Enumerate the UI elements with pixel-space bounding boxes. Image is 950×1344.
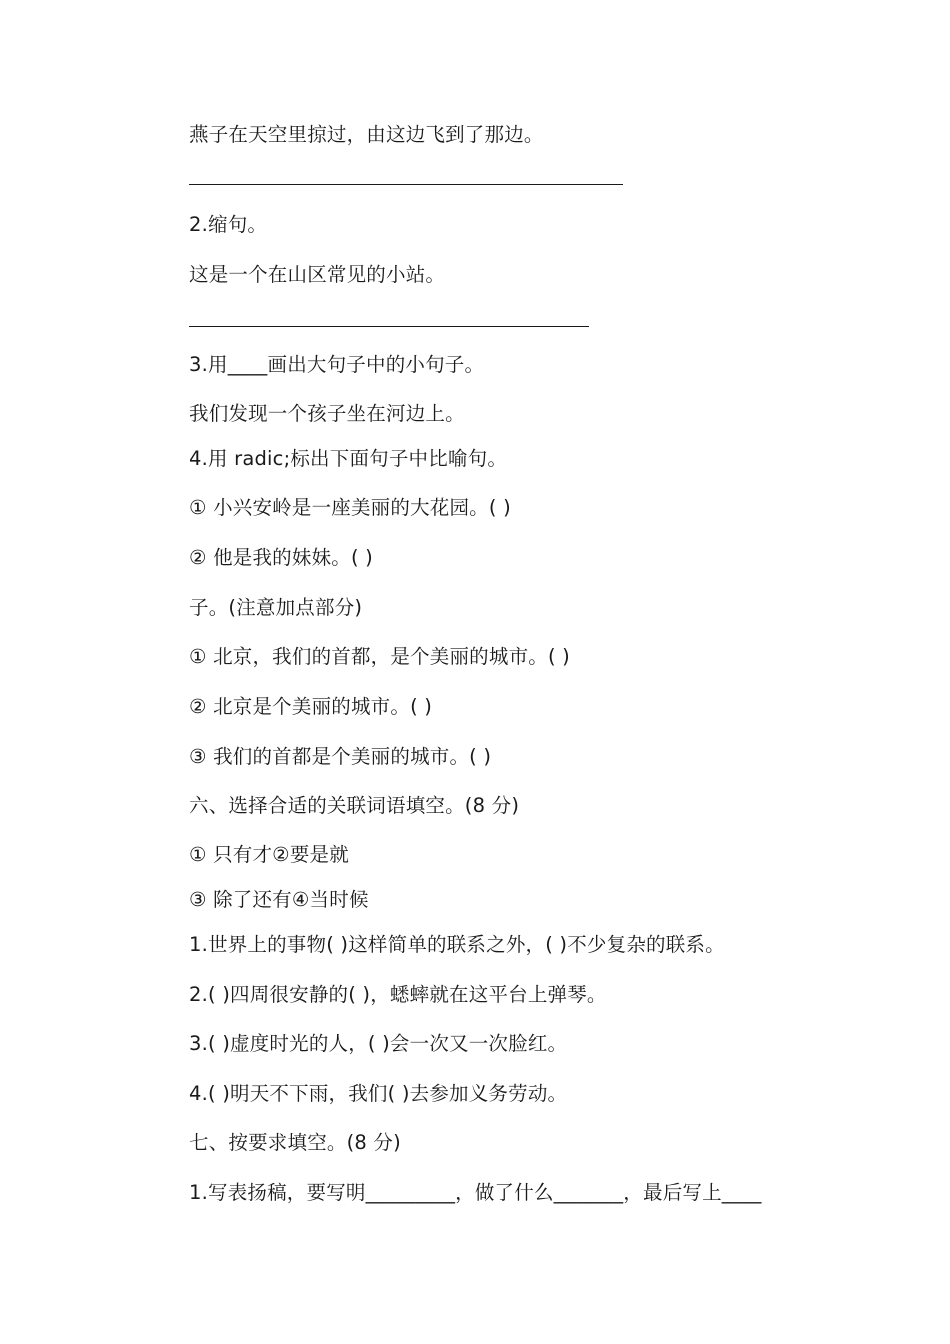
section-7-heading: 七、按要求填空。(8 分) [189,1131,401,1154]
option-1-beijing: ① 北京，我们的首都，是个美丽的城市。( ) [189,645,570,668]
sentence-child-river: 我们发现一个孩子坐在河边上。 [189,402,465,425]
option-2-beijing: ② 北京是个美丽的城市。( ) [189,695,433,718]
fill-commendation-1: 1.写表扬稿，要写明_________，做了什么_______，最后写上____ [189,1181,762,1204]
question-4-heading: 4.用 radic;标出下面句子中比喻句。 [189,447,508,470]
conjunction-options-2: ③ 除了还有④当时候 [189,888,369,911]
question-5-heading: 子。(注意加点部分) [189,596,363,619]
sentence-small-station: 这是一个在山区常见的小站。 [189,263,446,286]
section-6-heading: 六、选择合适的关联词语填空。(8 分) [189,794,520,817]
fill-sentence-4: 4.( )明天不下雨，我们( )去参加义务劳动。 [189,1082,568,1105]
option-1-garden: ① 小兴安岭是一座美丽的大花园。( ) [189,496,511,519]
fill-sentence-3: 3.( )虚度时光的人，( )会一次又一次脸红。 [189,1032,568,1055]
question-2-heading: 2.缩句。 [189,213,268,236]
answer-line-1 [189,184,623,185]
conjunction-options-1: ① 只有才②要是就 [189,843,349,866]
option-2-sister: ② 他是我的妹妹。( ) [189,546,373,569]
fill-sentence-2: 2.( )四周很安静的( )，蟋蟀就在这平台上弹琴。 [189,983,607,1006]
answer-line-2 [189,326,589,327]
sentence-swallow: 燕子在天空里掠过，由这边飞到了那边。 [189,123,544,146]
question-3-heading: 3.用____画出大句子中的小句子。 [189,353,485,376]
option-3-capital: ③ 我们的首都是个美丽的城市。( ) [189,745,492,768]
fill-sentence-1: 1.世界上的事物( )这样简单的联系之外，( )不少复杂的联系。 [189,933,725,956]
